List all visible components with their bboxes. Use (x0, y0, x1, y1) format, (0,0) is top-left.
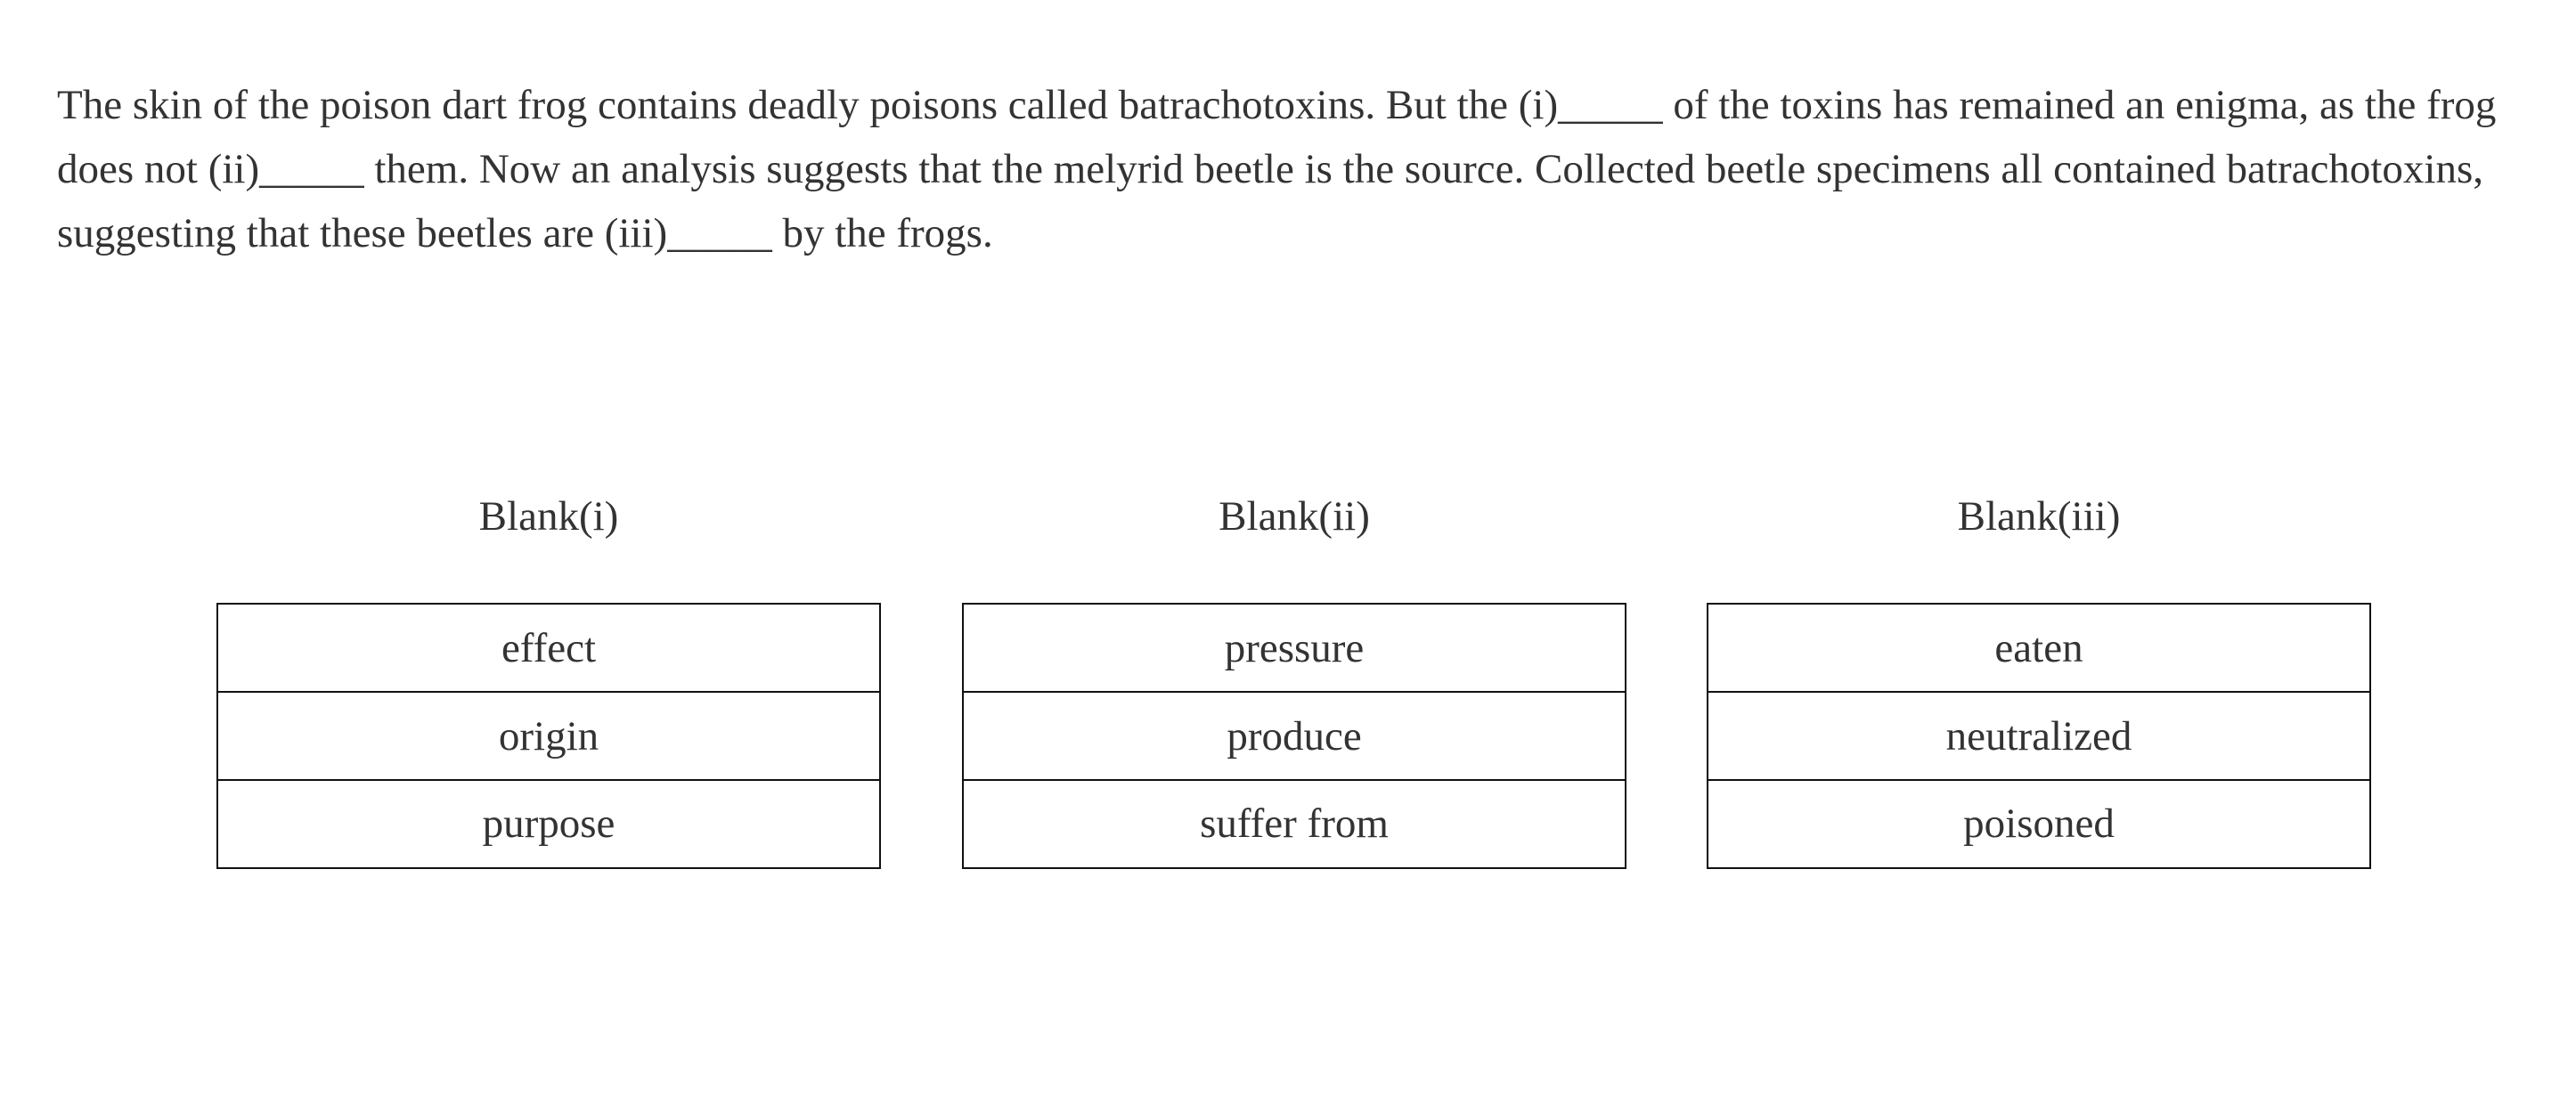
blank-i-choices (216, 603, 881, 869)
blank-i-option-purpose[interactable]: purpose (482, 800, 615, 847)
blank-iii-heading: Blank(iii) (1957, 493, 2121, 540)
blank-iii-choices (1707, 603, 2371, 869)
blank-ii-option-pressure[interactable]: pressure (964, 605, 1625, 693)
blank-ii-heading: Blank(ii) (1219, 493, 1370, 540)
blank-i-heading: Blank(i) (478, 493, 619, 540)
blank-ii-option-suffer-from[interactable]: suffer from (1200, 800, 1389, 847)
blank-iii-option-neutralized[interactable]: neutralized (1708, 693, 2369, 781)
blank-ii-option-produce[interactable]: produce (964, 693, 1625, 781)
blank-i-option-effect[interactable]: effect (218, 605, 879, 693)
blank-iii-option-eaten[interactable]: eaten (1708, 605, 2369, 693)
question-passage: The skin of the poison dart frog contains deadly poisons called batrachotoxins. But the (i)_____ of the toxins has remained an enigma, as the frog does not (ii)_____ them. Now an analysis suggests that the melyrid beetle is the source. Collected beetle specimens all contained batrachotoxins, suggesting that these beetles are (iii)_____ by the frogs. (57, 82, 2497, 256)
blank-i-option-origin[interactable]: origin (218, 693, 879, 781)
blank-ii-group (962, 481, 1626, 869)
blank-ii-choices (962, 603, 1626, 869)
blank-i-group (216, 481, 881, 869)
blank-iii-group (1707, 481, 2371, 869)
blank-iii-option-poisoned[interactable]: poisoned (1963, 800, 2115, 847)
